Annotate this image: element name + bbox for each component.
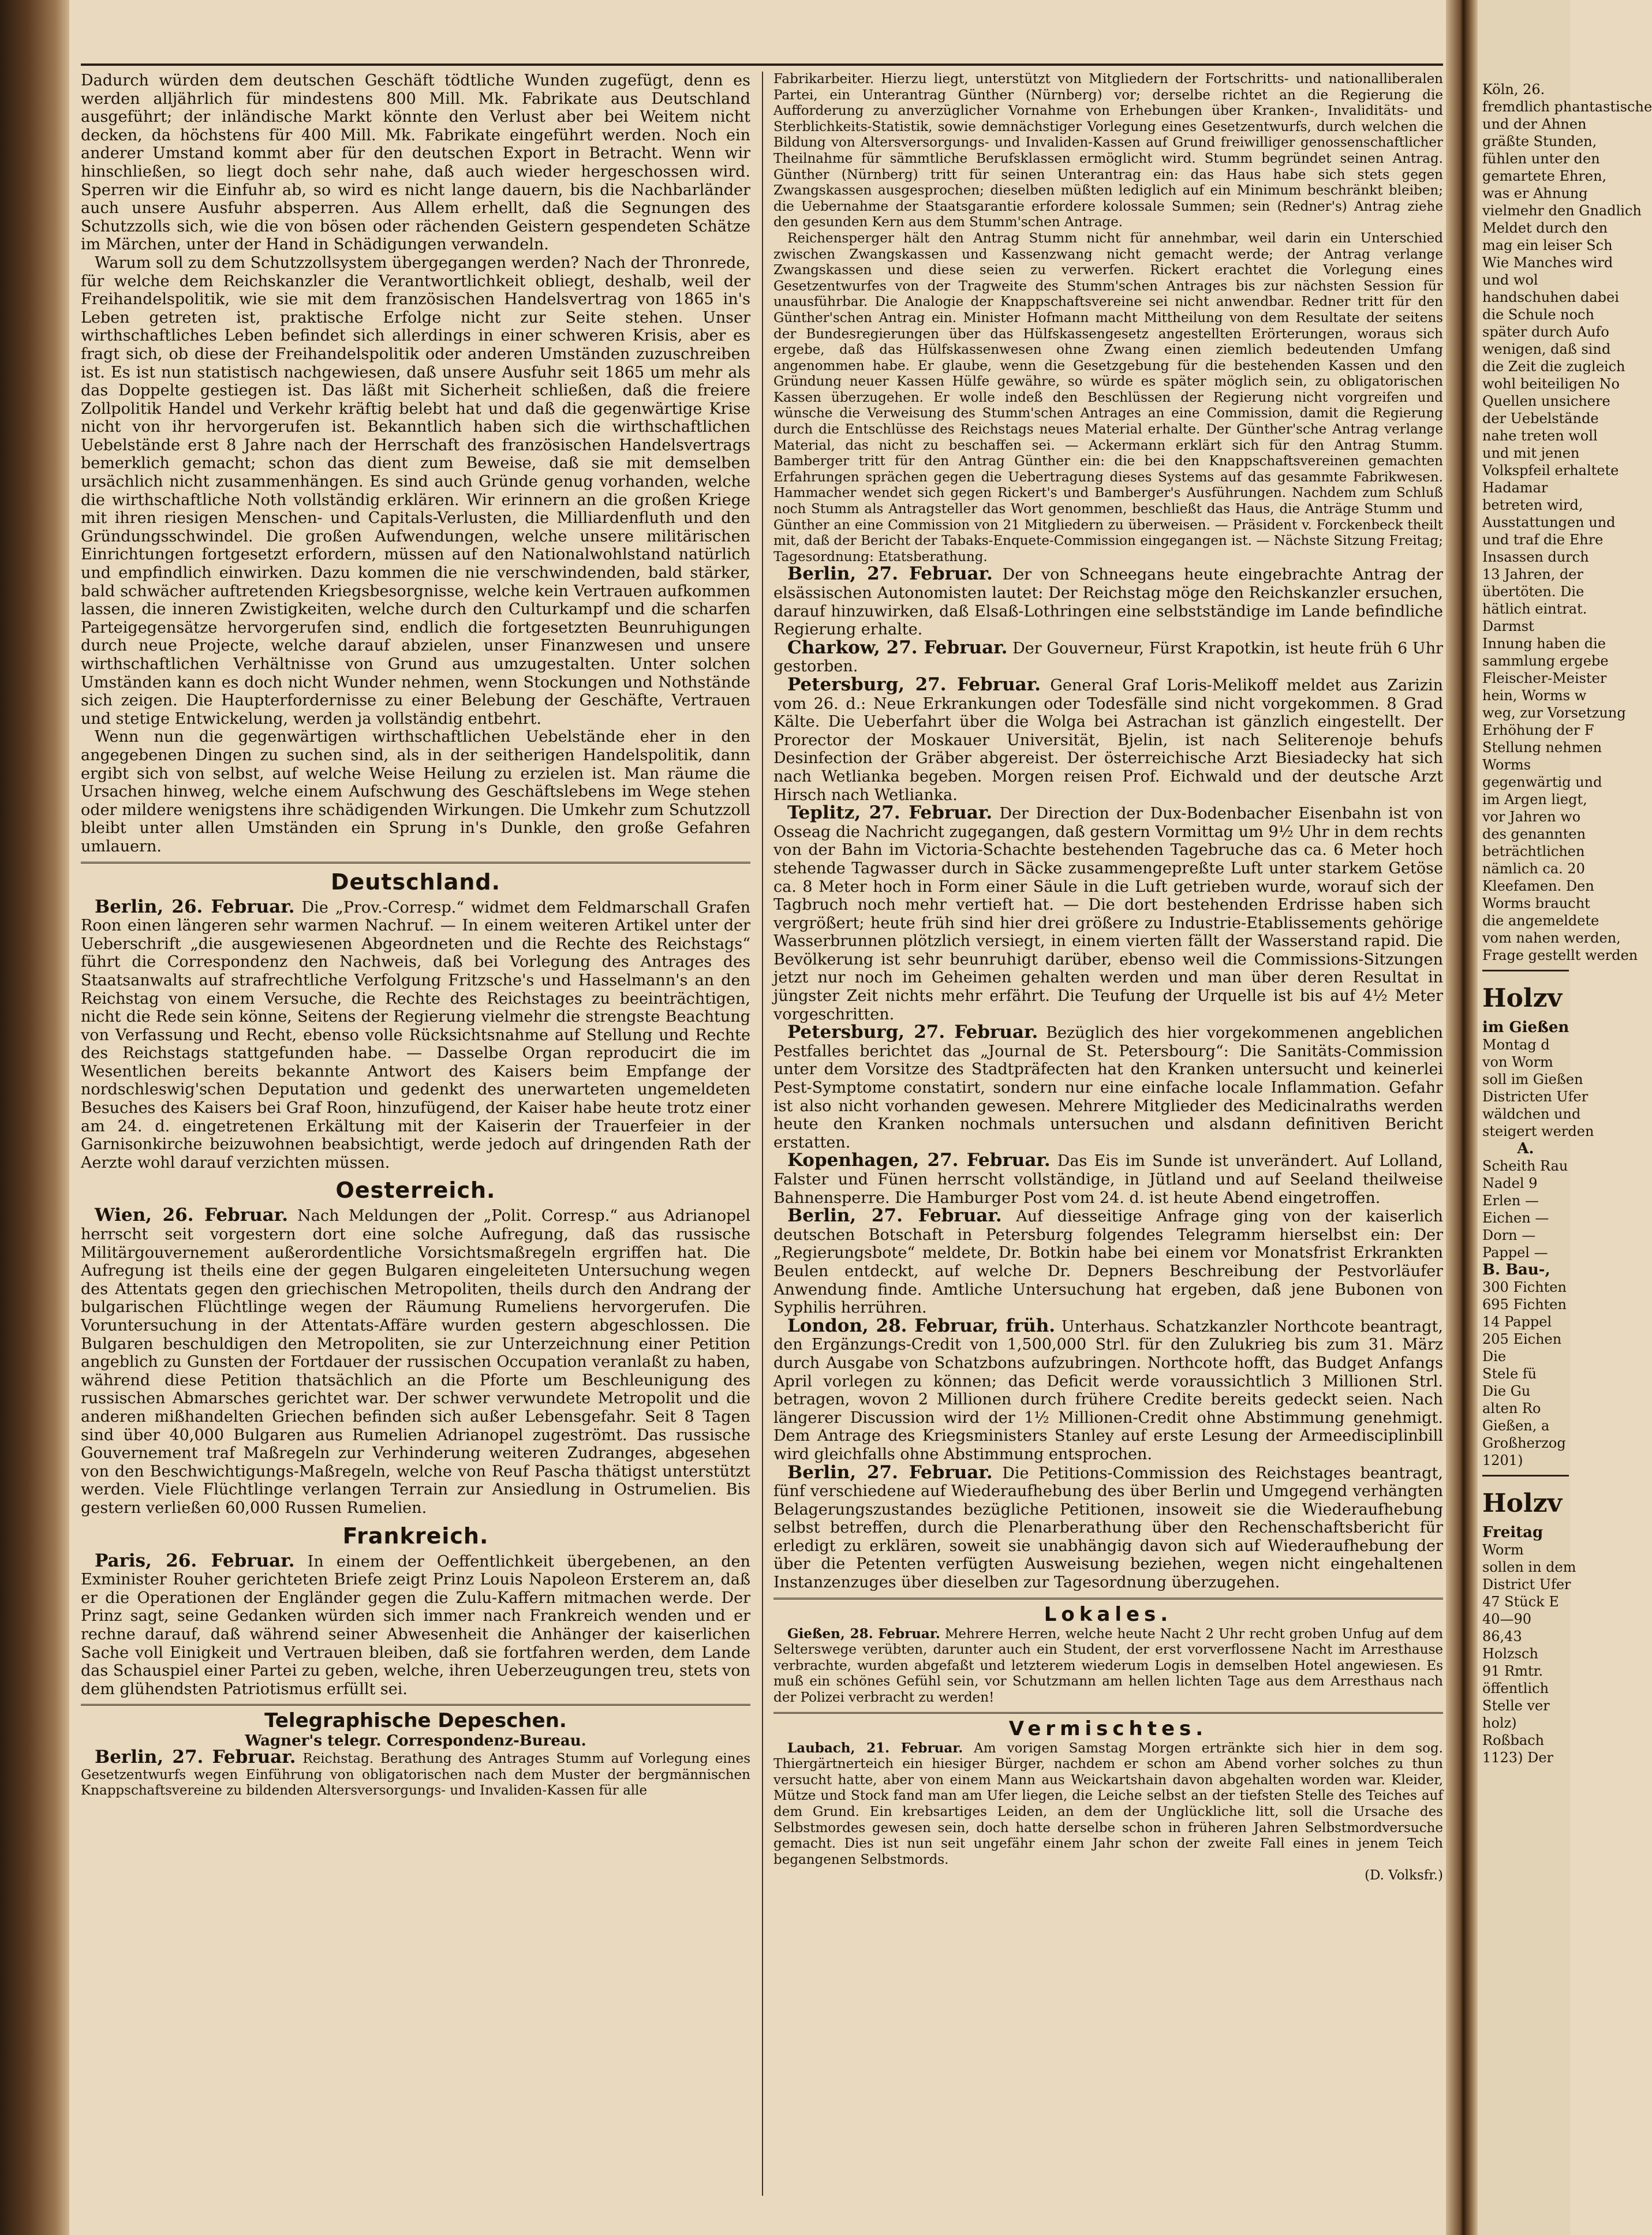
ad-rule [1482, 970, 1569, 971]
ad-rule [1482, 1475, 1569, 1477]
wood-item: Scheith [1482, 1158, 1536, 1174]
fragment-line: gegenwärtig und [1482, 774, 1602, 790]
page-gutter [1446, 0, 1478, 2235]
fragment-line: Fleischer-Meister [1482, 670, 1607, 686]
adjacent-page-text [1482, 81, 1652, 1766]
fragment-line: Großherzog [1482, 1435, 1566, 1451]
fragment-line: fühlen unter den [1482, 151, 1600, 167]
fragment-line: nämlich ca. 20 [1482, 861, 1585, 877]
fragment-line: was er Ahnung [1482, 185, 1588, 201]
dateline: Petersburg, 27. Februar. [787, 674, 1041, 695]
dispatch-text: Unterhaus. Schatzkanzler Northcote beantragt, den Ergänzungs-Credit von 1,500,000 Strl. für den Zulukrieg bis zum 31. März durch Ausgabe von Schatzbons aufzubringen. Northcote hofft, das Budget Anfangs April vorlegen zu können; das Deficit werde voraussichtlich 3 Millionen Strl. betragen, wovon 2 Millionen durch frühere Credite bereits gedeckt seien. Nach längerer Discussion wird der 1½ Millionen-Credit ohne Abstimmung genehmigt. Dem Antrage des Kriegsministers Stanley auf erste Lesung der Armeedisciplinbill wird gleichfalls ohne Abstimmung entsprochen. [773, 1317, 1443, 1463]
fragment-line: sollen in dem [1482, 1559, 1576, 1575]
fragment-line: hein, Worms w [1482, 687, 1587, 704]
fragment-line: Frage gestellt werden [1482, 947, 1638, 963]
fragment-line: holz) [1482, 1715, 1517, 1731]
fragment-line: vom nahen werden, [1482, 930, 1621, 946]
wood-item-row [1482, 1244, 1569, 1261]
fragment-line: und der Ahnen [1482, 116, 1587, 132]
fragment-line: betreten wird, [1482, 497, 1583, 513]
dispatch-item [773, 1152, 1443, 1207]
fragment-line: Die [1482, 1348, 1507, 1365]
dateline: Berlin, 27. Februar. [787, 1462, 993, 1483]
fragment-line: 1123) Der [1482, 1750, 1553, 1766]
dispatch-item [773, 565, 1443, 638]
dispatch-text: Das Eis im Sunde ist unverändert. Auf Lolland, Falster und Fünen herrscht vollständige, in Jütland und auf Seeland theilweise Bahnensperre. Die Hamburger Post vom 24. d. ist heute Abend eingetroffen. [773, 1152, 1443, 1207]
section-rule [81, 1704, 750, 1706]
fragment-line: und traf die Ehre [1482, 532, 1604, 548]
wood-num: — [1524, 1193, 1539, 1209]
fragment-line: Worms braucht [1482, 895, 1590, 911]
top-rule [81, 63, 1443, 66]
fragment-line: später durch Aufo [1482, 324, 1609, 340]
fragment-line: wäldchen und [1482, 1106, 1581, 1122]
fragment-line: vor Jahren wo [1482, 809, 1581, 825]
dateline: London, 28. Februar, früh. [787, 1315, 1056, 1336]
fragment-line: die Schule noch [1482, 307, 1594, 323]
fragment-line: gemartete Ehren, [1482, 168, 1607, 184]
dispatch-item [773, 676, 1443, 804]
wood-item: Dorn [1482, 1227, 1518, 1243]
wood-item: Nadel [1482, 1175, 1524, 1191]
dispatch-item [773, 804, 1443, 1023]
fragment-line: Stelle ver [1482, 1698, 1550, 1714]
fragment-line: wenigen, daß sind [1482, 341, 1611, 357]
fragment-line: 91 Rmtr. [1482, 1663, 1543, 1679]
column-2 [773, 72, 1443, 1884]
fragment-line: Wie Manches wird [1482, 255, 1613, 271]
article-text: Nach Meldungen der „Polit. Corresp.“ aus Adrianopel herrscht seit vorgestern dort eine solche Aufregung, daß das russische Militärgouvernement außerordentliche Vorsichtsmaßregeln ergriffen hat. Die Aufregung ist theils eine der gegen Bulgaren eingeleiteten Untersuchung wegen des Attentats gegen den griechischen Metropoliten, theils durch den Andrang der bulgarischen Flüchtlinge wegen der Räumung Rumeliens hervorgerufen. Die Voruntersuchung in der Attentats-Affäre wurden gestern abgeschlossen. Die Bulgaren beschuldigen den Metropoliten, sie zur Unterzeichnung einer Petition angeblich zu Gunsten der Fortdauer der russischen Occupation veranlaßt zu haben, während diese Petition thatsächlich an die Pforte um Beschleunigung des russischen Abmarsches gerichtet war. Der schwer verwundete Metropolit und die anderen mißhandelten Griechen befinden sich außer Lebensgefahr. Seit 8 Tagen sind über 40,000 Bulgaren aus Rumelien Adrianopel zugeströmt. Das russische Gouvernement traf Maßregeln zur Verhinderung weiteren Zudranges, abgesehen von den Beschwichtigungs-Maßregeln, welche von Reuf Pascha thätigst unterstützt werden. Viele Flüchtlinge verlangen Terrain zur Ansiedlung in Ostrumelien. Bis gestern verließen 60,000 Russen Rumelien. [81, 1207, 750, 1517]
fragment-line: 205 Eichen [1482, 1331, 1562, 1347]
fragment-line: Roßbach [1482, 1732, 1545, 1748]
column-1 [81, 72, 750, 1799]
dateline: Gießen, 28. Februar. [787, 1625, 940, 1642]
fragment-line: Darmst [1482, 618, 1534, 634]
fragment-line: mag ein leiser Sch [1482, 237, 1613, 253]
wood-item-row [1482, 1157, 1569, 1175]
fragment-line: 86,43 [1482, 1628, 1522, 1645]
fragment-line: 695 Fichten [1482, 1296, 1567, 1313]
fragment-line: und wol [1482, 272, 1538, 288]
column-separator [762, 72, 763, 2196]
fragment-line: hätlich eintrat. [1482, 601, 1587, 617]
dateline: Petersburg, 27. Februar. [787, 1022, 1038, 1043]
section-subheading: Wagner's telegr. Correspondenz-Bureau. [245, 1732, 586, 1750]
dispatch-item [773, 1023, 1443, 1152]
fragment-line: 1201) [1482, 1452, 1523, 1468]
fragment-line: Die Gu [1482, 1383, 1531, 1399]
article-text: Reichstag. Berathung des Antrages Stumm auf Vorlegung eines Gesetzentwurfs wegen Einführung von obligatorischen nach dem Muster der bergmännischen Knappschaftsvereine zu bildenden Altersversorgungs- und Invaliden-Kassen für alle [81, 1751, 751, 1799]
fragment-line: Kleefamen. Den [1482, 878, 1594, 894]
source-attribution: (D. Volksfr.) [1365, 1868, 1443, 1883]
reichstag-continuation-2: Reichensperger hält den Antrag Stumm nicht für annehmbar, weil darin ein Unterschied zwischen Zwangskassen und Kassenzwang nicht gemacht werde; der Antrag verlange Zwangskassen und diese seien zu verwerfen. Rickert erachtet die Vorlegung eines Gesetzentwurfes von der Tragweite des Stumm'schen Antrages bis zur nächsten Session für unausführbar. Die Analogie der Knappschaftsvereine sei nicht anwendbar. Redner tritt für den Günther'schen Antrag ein. Minister Hofmann macht Mittheilung von dem Resultate der seitens der Bundesregierungen über das Hülfskassengesetz angestellten Erörterungen, woraus sich ergebe, daß das Hülfskassenwesen ohne Zwang einen ziemlich bedeutenden Umfang angenommen habe. Er glaube, wenn die Gesetzgebung für die bestehenden Kassen und den Gründung neuer Kassen Hülfe gewähre, so würde es später möglich sein, zu obligatorischen Kassen überzugehen. Er wolle indeß den Beschlüssen der Regierung nicht vorgreifen und wünsche die Verweisung des Stumm'schen Antrages an eine Commission, damit die Regierung durch die Entschlüsse des Reichstags neues Material erhalte. Der Günther'sche Antrag verlange Material, das nicht zu beschaffen sei. — Ackermann erklärt sich für den Antrag Stumm. Bamberger tritt für den Antrag Günther ein: die bei den Knappschaftsvereinen gemachten Erfahrungen sprächen gegen die Uebertragung dieses Systems auf das gesammte Fabrikwesen. Hammacher wendet sich gegen Rickert's und Bamberger's Ausführungen. Nachdem zum Schluß noch Stumm als Antragsteller das Wort genommen, beschließt das Haus, die Anträge Stumm und Günther an eine Commission von 21 Mitgliedern zu überweisen. — Präsident v. Forckenbeck theilt mit, daß der Bericht der Tabaks-Enquete-Commission eingegangen ist. — Nächste Sitzung Freitag; Tagesordnung: Etatsberathung. [773, 230, 1443, 565]
section-heading-vermischtes: Vermischtes. [1008, 1717, 1208, 1740]
dispatch-text: Der von Schneegans heute eingebrachte Antrag der elsässischen Autonomisten lautet: Der Reichstag möge den Reichskanzler ersuchen, darauf hinzuwirken, daß Elsaß-Lothringen eine selbstständige im Lande befindliche Regierung erhalte. [773, 566, 1443, 639]
dispatch-item [773, 1317, 1443, 1464]
wood-item-row [1482, 1209, 1569, 1227]
fragment-line: Quellen unsichere [1482, 393, 1610, 409]
fragment-line: Worms [1482, 757, 1531, 773]
book-binding [0, 0, 69, 2235]
fragment-line: übertöten. Die [1482, 584, 1584, 600]
fragment-line: Worm [1482, 1542, 1524, 1558]
fragment-line: der Uebelstände [1482, 410, 1599, 427]
dateline: Paris, 26. Februar. [95, 1550, 295, 1571]
fragment-line: 13 Jahren, der [1482, 566, 1583, 582]
fragment-line: Köln, 26. [1482, 81, 1545, 98]
article-frankreich [81, 1552, 750, 1699]
article-text: In einem der Oeffentlichkeit übergebenen, an den Exminister Rouher gerichteten Briefe zeigt Prinz Louis Napoleon Ersterem an, daß er die Operationen der Engländer gegen die Zulu-Kaffern mitmachen werde. Der Prinz sagt, seine Gedanken würden sich immer nach Frankreich wenden und er rechne darauf, daß während seiner Abwesenheit die Anhänger der kaiserlichen Sache voll Einigkeit und Vertrauen bleiben, daß sie fortfahren werden, dem Lande das Schauspiel einer Partei zu geben, welche, ihren Ueberzeugungen treu, stets von dem glühendsten Patriotismus erfüllt sei. [81, 1552, 751, 1698]
dispatch-text: General Graf Loris-Melikoff meldet aus Zarizin vom 26. d.: Neue Erkrankungen oder Todesfälle sind nicht vorgekommen. 8 Grad Kälte. Die Ueberfahrt über die Wolga bei Astrachan ist gänzlich eingestellt. Der Prorector der Moskauer Universität, Bjelin, ist nach Seliterenoje behufs Desinfection der Gräber abgereist. Der österreichische Arzt Biesiadecky hat sich nach Wetlianka begeben. Morgen reisen Prof. Eichwald und der deutsche Arzt Hirsch nach Wetlianka. [773, 676, 1443, 804]
fragment-line: Holzsch [1482, 1646, 1538, 1662]
dispatch-text: Der Gouverneur, Fürst Krapotkin, ist heute früh 6 Uhr gestorben. [773, 639, 1443, 676]
fragment-line: A. [1517, 1140, 1534, 1157]
fragment-line: Districten Ufer [1482, 1089, 1589, 1105]
fragment-line: fremdlich phantastische [1482, 99, 1652, 115]
reichstag-continuation-1: Fabrikarbeiter. Hierzu liegt, unterstützt von Mitgliedern der Fortschritts- und nationalliberalen Partei, ein Unterantrag Günther (Nürnberg) vor; derselbe richtet an die Regierung die Aufforderung zu anverzüglicher Vornahme von Erhebungen über Kranken-, Invaliditäts- und Sterblichkeits-Statistik, sowie demnächstiger Vorlegung eines Gesetzentwurfs, durch welchen die Bildung von Altersversorgungs- und Invaliden-Kassen auf Grund freiwilliger genossenschaftlicher Theilnahme für sämmtliche Berufsklassen ermöglicht wird. Stumm begründet seinen Antrag. Günther (Nürnberg) tritt für seinen Unterantrag ein: das Haus habe sich stets gegen Zwangskassen ausgesprochen; dieselben müßten lediglich auf ein Minimum beschränkt bleiben; die Uebernahme der Staatsgarantie erfordere kolossale Summen; sein (Redner's) Antrag ziehe den gesunden Kern aus dem Stumm'schen Antrage. [773, 72, 1443, 230]
wood-item: Pappel [1482, 1244, 1530, 1261]
fragment-line: Volkspfeil erhaltete [1482, 462, 1619, 479]
dispatch-text: Auf diesseitige Anfrage ging von der kaiserlich deutschen Botschaft in Petersburg folgendes Telegramm hierselbst ein: Der „Regierungsbote“ meldete, Dr. Botkin habe bei einem vor Monatsfrist Erkrankten Beulen entdeckt, auf welche Dr. Depners Beschreibung der Pestvorläufer Anwendung finde. Amtliche Untersuchung hat ergeben, daß jene Bubonen von Syphilis herrühren. [773, 1208, 1443, 1317]
fragment-line: beträchtlichen [1482, 843, 1585, 859]
fragment-line: und mit jenen [1482, 445, 1580, 461]
fragment-line: im Argen liegt, [1482, 791, 1587, 808]
fragment-line: Erhöhung der F [1482, 722, 1594, 738]
fragment-line: des genannten [1482, 826, 1586, 842]
fragment-line: sammlung ergebe [1482, 653, 1609, 669]
dispatch-text: Bezüglich des hier vorgekommenen angeblichen Pestfalles berichtet das „Journal de St. Petersbourg“: Die Sanitäts-Commission unter dem Vorsitze des Stadtpräfecten hat den Kranken untersucht und keinerlei Pest-Symptome constatirt, sondern nur eine einfache locale Inflammation. Gefahr ist also nicht vorhanden gewesen. Mehrere Mitglieder des Medicinalraths werden heute den Kranken nochmals untersuchen und alsdann definitiven Bericht erstatten. [773, 1024, 1443, 1152]
article-lokales [773, 1626, 1443, 1706]
dispatch-item [773, 1464, 1443, 1592]
section-rule [773, 1712, 1443, 1714]
fragment-line: Stellung nehmen [1482, 739, 1602, 756]
dateline: Berlin, 27. Februar. [787, 1205, 1002, 1227]
section-heading-deutschland: Deutschland. [330, 869, 501, 895]
fragment-line: 300 Fichten [1482, 1279, 1567, 1295]
dateline: Laubach, 21. Februar. [787, 1740, 963, 1756]
dateline: Berlin, 27. Februar. [787, 563, 993, 585]
fragment-line: die Zeit die zugleich [1482, 358, 1625, 375]
dateline: Berlin, 26. Februar. [95, 896, 295, 917]
fragment-line: 14 Pappel [1482, 1314, 1552, 1330]
wood-item: Erlen [1482, 1193, 1521, 1209]
dateline: Teplitz, 27. Februar. [787, 802, 993, 824]
fragment-line: im Gießen [1482, 1019, 1569, 1036]
fragment-line: B. Bau-, [1482, 1261, 1550, 1279]
dateline: Kopenhagen, 27. Februar. [787, 1150, 1051, 1171]
fragment-line: wohl beiteiligen No [1482, 376, 1620, 392]
dispatch-item [773, 1207, 1443, 1317]
dateline: Wien, 26. Februar. [95, 1205, 288, 1226]
wood-item-row [1482, 1227, 1569, 1244]
intro-paragraph-1: Dadurch würden dem deutschen Geschäft tödtliche Wunden zugefügt, denn es werden alljährlich für mindestens 800 Mill. Mk. Fabrikate aus Deutschland ausgeführt; der inländische Markt könnte den Verlust aber bei Weitem nicht decken, da höchstens für 400 Mill. Mk. Fabrikate eingeführt werden. Noch ein anderer Umstand kommt aber für den deutschen Export in Betracht. Wenn wir hinschließen, so liegt doch sehr nahe, daß auch wieder hergeschossen wird. Sperren wir die Einfuhr ab, so wird es nicht lange dauern, bis die Nachbarländer auch unsere Ausfuhr absperren. Aus Allem erhellt, daß die Segnungen des Schutzzolls sich, wie die von bösen oder rächenden Geistern gespendeten Schätze im Märchen, unter der Hand in Schädigungen verwandeln. [81, 72, 750, 254]
fragment-line: Meldet durch den [1482, 220, 1608, 236]
wood-item: Eichen [1482, 1210, 1531, 1226]
article-text: Mehrere Herren, welche heute Nacht 2 Uhr recht groben Unfug auf dem Selterswege verübten, darunter auch ein Student, der erst vorverflossene Nacht im Arresthause verbrachte, wurden abgefaßt und letzterem wiederum Logis in demselben Hotel angewiesen. Es muß ein schönes Gefühl sein, vor Schutzmann am hellen lichten Tage aus dem Arresthaus nach der Polizei verbracht zu werden! [773, 1626, 1444, 1706]
fragment-line: öffentlich [1482, 1680, 1549, 1696]
dateline: Charkow, 27. Februar. [787, 637, 1008, 658]
fragment-line: weg, zur Vorsetzung [1482, 705, 1626, 721]
fragment-line: nahe treten woll [1482, 428, 1598, 444]
article-oesterreich [81, 1206, 750, 1517]
wood-item-row [1482, 1175, 1569, 1192]
fragment-line: Insassen durch [1482, 549, 1589, 565]
section-heading-telegraphen: Telegraphische Depeschen. [264, 1709, 567, 1733]
article-deutschland [81, 898, 750, 1172]
fragment-line: steigert werden [1482, 1123, 1594, 1139]
section-heading-frankreich: Frankreich. [342, 1523, 489, 1549]
fragment-line: alten Ro [1482, 1400, 1541, 1417]
article-text: Die „Prov.-Corresp.“ widmet dem Feldmarschall Grafen Roon einen längeren sehr warmen Nachruf. — In einem weiteren Artikel unter der Ueberschrift „die ausgewiesenen Abgeordneten und die Rechte des Reichstags“ führt die Correspondenz den Nachweis, daß bei Vorlegung des Antrages des Staatsanwalts auf strafrechtliche Verfolgung Fritzsche's und Hasselmann's an den Reichstag von einem Versuche, die Rechte des Reichstages zu beeinträchtigen, nicht die Rede sein könne, Seitens der Regierung vielmehr die strengste Beachtung von Verfassung und Recht, ebenso volle Rücksichtsnahme auf Stellung und Rechte des Reichstags stattgefunden habe. — Dasselbe Organ reproducirt die im Wesentlichen bereits bekannte Antwort des Kaisers beim Empfange der nordschleswig'schen Deputation und gedenkt des unerwarteten ungemeldeten Besuches des Kaisers bei Graf Roon, hinzufügend, der Kaiser habe heute trotz einer am 24. d. eingetretenen Erkältung mit der Kaiserin der Trauerfeier in der Garnisonkirche beizuwohnen beabsichtigt, werde jedoch auf dringenden Rath der Aerzte wohl darauf verzichten müssen. [81, 898, 750, 1172]
wood-num: 9 [1528, 1175, 1538, 1191]
wood-item-row [1482, 1192, 1569, 1209]
section-rule [81, 862, 750, 864]
fragment-line: 47 Stück E [1482, 1594, 1559, 1610]
section-heading-lokales: Lokales. [1044, 1602, 1173, 1626]
wood-num: — [1522, 1227, 1536, 1243]
section-rule [773, 1598, 1443, 1599]
ad-heading-holzversteigerung: Holzv [1482, 1489, 1563, 1518]
fragment-line: Gießen, a [1482, 1418, 1550, 1434]
fragment-line: soll im Gießen [1482, 1071, 1583, 1087]
intro-paragraph-2: Warum soll zu dem Schutzzollsystem übergegangen werden? Nach der Thronrede, für welche dem Reichskanzler die Verantwortlichkeit obliegt, deshalb, weil der Freihandelspolitik, wie sie mit dem französischen Handelsvertrag von 1865 in's Leben getreten ist, praktische Erfolge nicht zur Seite stehen. Unser wirthschaftliches Leben befindet sich allerdings in einer schweren Krisis, aber es fragt sich, ob diese der Freihandelspolitik oder anderen Umständen zuzuschreiben ist. Es ist nun statistisch nachgewiesen, daß unsere Ausfuhr seit 1865 um mehr als das Doppelte gestiegen ist. Das läßt mit Sicherheit schließen, daß die freiere Zollpolitik Handel und Verkehr kräftig belebt hat und daß die gegenwärtige Krise nicht von ihr hervorgerufen ist. Bekanntlich haben sich die wirthschaftlichen Uebelstände erst 8 Jahre nach der Herrschaft des französischen Handelsvertrags bemerklich gemacht; schon das dient zum Beweise, daß sie mit demselben ursächlich nicht zusammenhängen. Es sind auch Gründe genug vorhanden, welche die wirthschaftliche Noth vollständig erklären. Wir erinnern an die großen Kriege mit ihren riesigen Menschen- und Capitals-Verlusten, die Milliardenfluth und den Gründungsschwindel. Die großen Aufwendungen, welche unsere militärischen Einrichtungen fortgesetzt erfordern, müssen auf den Nationalwohlstand natürlich und empfindlich einwirken. Dazu kommen die nie verschwindenden, bald stärker, bald schwächer auftretenden Kriegsbesorgnisse, welche kein Vertrauen aufkommen lassen, die inneren Zwistigkeiten, welche durch den Culturkampf und die scharfen Parteigegensätze hervorgerufen sind, endlich die fortgesetzten Beunruhigungen durch neue Projecte, welche darauf abzielen, unser Finanzwesen und unsere wirthschaftlichen Verhältnisse von Grund aus umzugestalten. Unter solchen Umständen kann es doch nicht Wunder nehmen, wenn Stockungen und Nothstände sich zeigen. Die Haupterfordernisse zu einer Belebung der Geschäfte, Vertrauen und stetige Entwickelung, werden ja vollständig entbehrt. [81, 253, 750, 728]
dispatch-text: Der Direction der Dux-Bodenbacher Eisenbahn ist von Osseag die Nachricht zugegangen, daß gestern Vormittag um 9½ Uhr in dem rechts von der Bahn im Victoria-Schachte bestehenden Tagebruche das ca. 6 Meter hoch stehende Tagwasser durch in Säcke zusammengepreßte Luft unter starkem Getöse ca. 8 Meter hoch in Form einer Säule in die Luft getrieben wurde, worauf sich der Tagbruch noch mehr vertieft hat. — Die dort bestehenden Erdrisse haben sich vergrößert; heute früh sind hier drei größere zu Industrie-Etablissements gehörige Wasserbrunnen plötzlich versiegt, in einem vierten fällt der Wasserstand rapid. Die Bevölkerung ist sehr beunruhigt darüber, ebenso weil die Commissions-Sitzungen jetzt nur noch im Geheimen gehalten werden und man über deren Resultat in jüngster Zeit nichts mehr erfährt. Die Teufung der Urquelle ist bis auf 4½ Meter vorgeschritten. [773, 805, 1443, 1023]
fragment-line: 40—90 [1482, 1611, 1532, 1627]
ad-heading-holzversteigerung: Holzv [1482, 984, 1563, 1013]
article-text: Am vorigen Samstag Morgen ertränkte sich hier in dem sog. Thiergärtnerteich ein hiesiger Bürger, nachdem er schon am Abend vorher solches zu thun versucht hatte, aber von einem Mann aus Weickartshain davon abgehalten worden war. Kleider, Mütze und Stock fand man am Ufer liegen, die Leiche selbst an der tiefsten Stelle des Teiches auf dem Grund. Ein krebsartiges Leiden, an dem der Unglückliche litt, soll die Ursache des Selbstmordes gewesen sein, doch hatte derselbe schon in früheren Jahren Selbstmordversuche gemacht. Dies ist nun seit ungefähr einem Jahr schon der zweite Fall eines in jenem Teich begangenen Selbstmords. [773, 1740, 1443, 1867]
dispatch-text: Die Petitions-Commission des Reichstages beantragt, fünf verschiedene auf Wiederaufhebung des über Berlin und Umgegend verhängten Belagerungszustandes bezügliche Petitionen, insoweit sie die Wiederaufhebung selbst betreffen, durch die Plenarberathung über den Rechenschaftsbericht für erledigt zu erklären, soweit sie unabhängig davon sich auf Wiederaufhebung der über die Petenten verfügten Ausweisung beziehen, wegen nicht eingehaltenen Instanzenzuges über dieselben zur Tagesordnung überzugehen. [773, 1464, 1443, 1592]
newspaper-page [81, 63, 1443, 2199]
dispatch-item [773, 639, 1443, 676]
fragment-line: Stele fü [1482, 1366, 1537, 1382]
wood-num: Rau [1539, 1158, 1568, 1174]
fragment-line: gräßte Stunden, [1482, 133, 1597, 150]
fragment-line: Hadamar [1482, 480, 1548, 496]
fragment-line: District Ufer [1482, 1576, 1571, 1593]
section-heading-oesterreich: Oesterreich. [335, 1178, 496, 1204]
wood-num: — [1534, 1244, 1548, 1261]
intro-paragraph-3: Wenn nun die gegenwärtigen wirthschaftlichen Uebelstände eher in den angegebenen Dingen zu suchen sind, als in der seitherigen Handelspolitik, dann ergibt sich von selbst, auf welche Weise Heilung zu erzielen ist. Man räume die Ursachen hinweg, welche einem Aufschwung des Geschäftslebens im Wege stehen oder mildere wenigstens ihre schädigenden Wirkungen. Die Umkehr zum Schutzzoll bleibt unter allen Umständen ein Sprung in's Dunkle, den große Gefahren umlauern. [81, 728, 750, 855]
article-reichstag [81, 1747, 751, 1799]
wood-num: — [1535, 1210, 1549, 1226]
adjacent-page-fragment [1478, 0, 1652, 2235]
article-vermischtes [773, 1740, 1443, 1868]
fragment-line: von Worm [1482, 1054, 1553, 1070]
fragment-line: Innung haben die [1482, 636, 1606, 652]
fragment-line: Montag d [1482, 1037, 1550, 1053]
fragment-line: vielmehr den Gnadlich [1482, 203, 1642, 219]
fragment-line: handschuhen dabei [1482, 289, 1619, 305]
fragment-line: Ausstattungen und [1482, 514, 1616, 530]
dateline: Berlin, 27. Februar. [95, 1747, 296, 1768]
fragment-line: die angemeldete [1482, 913, 1599, 929]
fragment-line: Freitag [1482, 1524, 1543, 1541]
